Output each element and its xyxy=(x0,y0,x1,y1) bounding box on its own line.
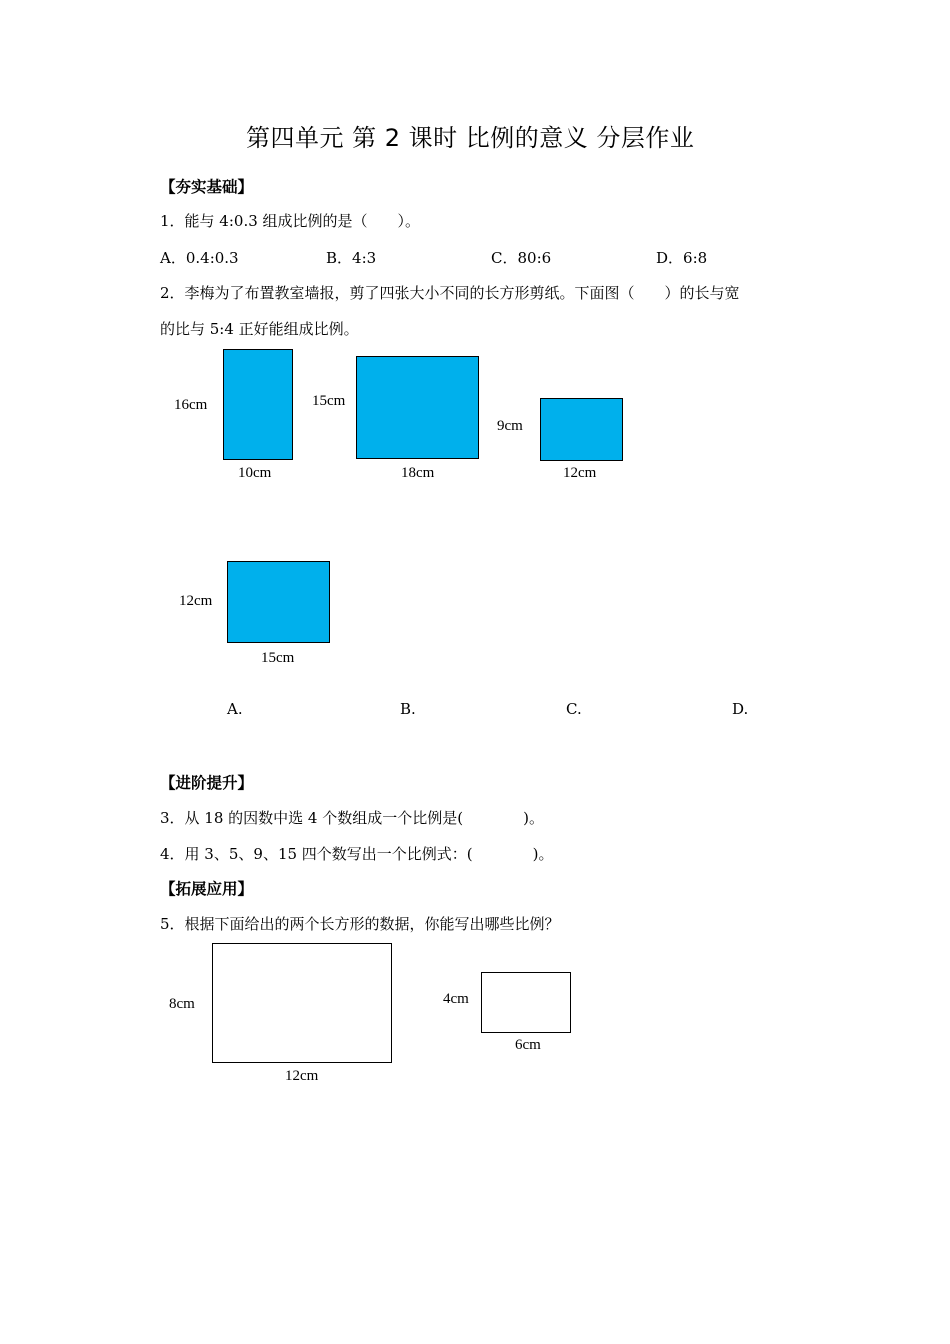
figure-c-width-label: 12cm xyxy=(563,465,597,481)
question-2-stem-line1: 2．李梅为了布置教室墙报，剪了四张大小不同的长方形剪纸。下面图（ ）的长与宽 xyxy=(160,284,740,302)
section-heading-basic: 【夯实基础】 xyxy=(160,178,254,196)
figure-a-height-label: 16cm xyxy=(174,397,208,413)
figure-d-height-label: 12cm xyxy=(179,593,213,609)
question-5-small-rectangle xyxy=(481,972,571,1033)
question-2-stem-line2: 的比与 5:4 正好能组成比例。 xyxy=(160,320,359,338)
question-5-small-width-label: 6cm xyxy=(515,1037,541,1053)
question-1-stem: 1．能与 4:0.3 组成比例的是（ ）。 xyxy=(160,212,421,230)
figure-b-rectangle xyxy=(356,356,479,459)
question-1-option-d: D．6:8 xyxy=(656,249,708,267)
figure-d-rectangle xyxy=(227,561,330,643)
question-5-small-height-label: 4cm xyxy=(443,991,469,1007)
question-5-large-rectangle xyxy=(212,943,392,1063)
question-5-stem: 5．根据下面给出的两个长方形的数据，你能写出哪些比例？ xyxy=(160,915,560,933)
section-heading-advanced: 【进阶提升】 xyxy=(160,774,254,792)
figure-a-rectangle xyxy=(223,349,293,460)
question-5-large-width-label: 12cm xyxy=(285,1068,319,1084)
question-4-stem: 4．用 3、5、9、15 四个数写出一个比例式：( )。 xyxy=(160,845,554,863)
question-2-choice-c: C. xyxy=(566,700,582,718)
question-2-choice-b: B. xyxy=(400,700,416,718)
question-1-option-c: C．80:6 xyxy=(491,249,552,267)
figure-c-height-label: 9cm xyxy=(497,418,523,434)
figure-b-width-label: 18cm xyxy=(401,465,435,481)
figure-b-height-label: 15cm xyxy=(312,393,346,409)
section-heading-extended: 【拓展应用】 xyxy=(160,880,254,898)
figure-d-width-label: 15cm xyxy=(261,650,295,666)
question-3-stem: 3．从 18 的因数中选 4 个数组成一个比例是( )。 xyxy=(160,809,544,827)
question-5-large-height-label: 8cm xyxy=(169,996,195,1012)
figure-c-rectangle xyxy=(540,398,623,461)
question-1-option-a: A．0.4:0.3 xyxy=(160,249,239,267)
question-2-choice-d: D. xyxy=(732,700,749,718)
question-1-option-b: B．4:3 xyxy=(326,249,377,267)
question-2-choice-a: A. xyxy=(227,700,243,718)
page-title: 第四单元 第 2 课时 比例的意义 分层作业 xyxy=(246,124,695,152)
figure-a-width-label: 10cm xyxy=(238,465,272,481)
